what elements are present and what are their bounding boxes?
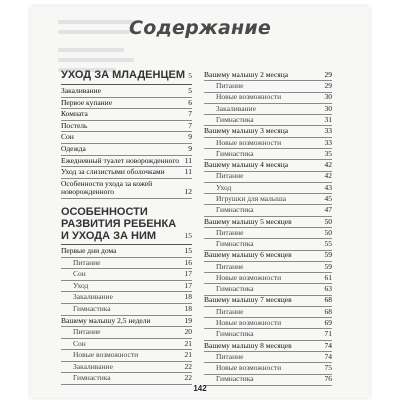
toc-entry-page: 11 xyxy=(184,155,192,165)
toc-subentry[interactable] xyxy=(204,318,332,329)
toc-entry-page: 21 xyxy=(184,338,192,348)
toc-entry[interactable] xyxy=(204,70,332,81)
toc-entry[interactable] xyxy=(204,160,332,171)
toc-subentry[interactable] xyxy=(204,262,332,273)
toc-entry[interactable] xyxy=(204,217,332,228)
toc-subentry[interactable] xyxy=(204,104,332,115)
toc-entry-label: Вашему малышу 2 месяца xyxy=(204,70,289,79)
toc-entry-page: 22 xyxy=(184,373,192,383)
toc-entry-label: Гимнастика xyxy=(216,285,254,294)
toc-entry-page: 31 xyxy=(324,114,332,124)
toc-subentry[interactable] xyxy=(61,304,192,316)
toc-subentry[interactable] xyxy=(204,93,332,104)
toc-subentry[interactable] xyxy=(61,269,192,281)
toc-entry[interactable] xyxy=(61,167,192,179)
toc-subentry[interactable] xyxy=(204,363,332,374)
toc-subentry[interactable] xyxy=(204,205,332,216)
toc-entry-page: 16 xyxy=(184,257,192,267)
toc-entry-page: 69 xyxy=(324,318,332,328)
toc-subentry[interactable] xyxy=(204,149,332,160)
toc-entry-page: 7 xyxy=(188,120,192,130)
toc-subentry[interactable] xyxy=(204,352,332,363)
toc-entry-page: 15 xyxy=(184,245,192,255)
toc-entry-label: Сон xyxy=(73,270,86,279)
toc-entry-label: Питание xyxy=(73,258,101,267)
toc-section-page: 5 xyxy=(188,71,192,80)
toc-entry[interactable] xyxy=(61,156,192,168)
toc-entry-label: Игрушки для малыша xyxy=(216,194,287,203)
toc-entry-label: Питание xyxy=(216,262,244,271)
toc-entry-label: Новые возможности xyxy=(216,273,282,282)
toc-entry-label: Гимнастика xyxy=(216,375,254,384)
toc-entry-page: 11 xyxy=(184,167,192,177)
toc-entry-label: Закаливание xyxy=(216,104,256,113)
toc-entry[interactable] xyxy=(61,121,192,133)
toc-entry-page: 20 xyxy=(184,327,192,337)
toc-entry-label: Одежда xyxy=(61,144,86,153)
toc-entry-label: Новые возможности xyxy=(216,364,282,373)
toc-entry[interactable] xyxy=(61,98,192,110)
toc-entry-label: Гимнастика xyxy=(216,149,254,158)
toc-entry-page: 7 xyxy=(188,109,192,119)
toc-entry-page: 35 xyxy=(324,148,332,158)
toc-subentry[interactable] xyxy=(204,138,332,149)
toc-entry-page: 45 xyxy=(324,193,332,203)
toc-entry-page: 33 xyxy=(324,126,332,136)
toc-entry-page: 61 xyxy=(324,272,332,282)
toc-entry-label: Вашему малышу 5 месяцев xyxy=(204,217,292,226)
toc-entry-label: Вашему малышу 7 месяцев xyxy=(204,296,292,305)
toc-entry-page: 75 xyxy=(324,363,332,373)
toc-entry-label: Питание xyxy=(216,82,244,91)
toc-subentry[interactable] xyxy=(61,362,192,374)
toc-entry-label: Сон xyxy=(73,339,86,348)
toc-entry-page: 17 xyxy=(184,269,192,279)
toc-entry-page: 63 xyxy=(324,284,332,294)
toc-entry-label: Питание xyxy=(73,328,101,337)
toc-subentry[interactable] xyxy=(204,115,332,126)
toc-entry-label: Закаливание xyxy=(73,362,113,371)
toc-entry-label: Ежедневный туалет новорожденного xyxy=(61,156,180,165)
toc-entry-page: 18 xyxy=(184,303,192,313)
toc-entry-page: 59 xyxy=(324,250,332,260)
page-number: 142 xyxy=(193,384,207,393)
toc-entry[interactable] xyxy=(61,109,192,121)
toc-entry[interactable] xyxy=(61,179,192,199)
toc-entry-page: 50 xyxy=(324,227,332,237)
toc-entry-label: Закаливание xyxy=(73,293,113,302)
toc-entry-label: Питание xyxy=(216,172,244,181)
toc-entry[interactable] xyxy=(204,296,332,307)
toc-section-page: 15 xyxy=(184,230,192,240)
toc-entry-label: Уход xyxy=(216,183,232,192)
toc-entry[interactable] xyxy=(61,144,192,156)
toc-entry[interactable] xyxy=(204,251,332,262)
toc-entry-label: Вашему малышу 3 месяца xyxy=(204,127,289,136)
toc-entry-label: Питание xyxy=(216,228,244,237)
toc-entry-page: 29 xyxy=(324,81,332,91)
toc-entry-label: Питание xyxy=(216,307,244,316)
toc-entry-page: 74 xyxy=(324,351,332,361)
toc-entry[interactable] xyxy=(204,341,332,352)
toc-entry-page: 33 xyxy=(324,137,332,147)
toc-entry-label: Особенности ухода за кожей новорожденного xyxy=(61,179,153,197)
toc-entry-page: 59 xyxy=(324,261,332,271)
toc-subentry[interactable] xyxy=(204,194,332,205)
toc-entry-page: 74 xyxy=(324,340,332,350)
toc-entry-page: 29 xyxy=(324,69,332,79)
book-page xyxy=(30,6,370,398)
toc-entry-page: 9 xyxy=(188,132,192,142)
toc-entry-page: 6 xyxy=(188,97,192,107)
toc-entry-label: Гимнастика xyxy=(73,374,111,383)
toc-entry-page: 42 xyxy=(324,160,332,170)
toc-entry-label: Постель xyxy=(61,121,88,130)
toc-entry-page: 47 xyxy=(324,205,332,215)
toc-entry-page: 68 xyxy=(324,295,332,305)
toc-entry-page: 43 xyxy=(324,182,332,192)
toc-subentry[interactable] xyxy=(61,281,192,293)
toc-section-heading[interactable] xyxy=(61,205,192,245)
toc-entry-label: Уход xyxy=(73,281,89,290)
toc-entry-label: Закаливание xyxy=(61,87,101,95)
toc-entry-label: Новые возможности xyxy=(216,93,282,102)
toc-entry-label: Вашему малышу 4 месяца xyxy=(204,161,289,170)
toc-subentry[interactable] xyxy=(204,228,332,239)
toc-entry-page: 50 xyxy=(324,216,332,226)
toc-entry-label: Вашему малышу 6 месяцев xyxy=(204,251,292,260)
toc-entry[interactable] xyxy=(61,316,192,328)
toc-entry-page: 68 xyxy=(324,306,332,316)
toc-subentry[interactable] xyxy=(61,350,192,362)
toc-subentry[interactable] xyxy=(61,339,192,351)
toc-entry[interactable] xyxy=(61,132,192,144)
toc-subentry[interactable] xyxy=(204,183,332,194)
toc-subentry[interactable] xyxy=(204,172,332,183)
toc-entry-label: Новые возможности xyxy=(216,319,282,328)
toc-entry[interactable] xyxy=(204,126,332,137)
toc-section-heading[interactable] xyxy=(61,68,192,85)
toc-entry-page: 18 xyxy=(184,292,192,302)
toc-entry-page: 30 xyxy=(324,92,332,102)
page-title: Содержание xyxy=(129,17,271,39)
toc-entry-page: 42 xyxy=(324,171,332,181)
toc-entry-label: Сон xyxy=(61,133,74,142)
toc-entry-page: 55 xyxy=(324,239,332,249)
toc-section-title: УХОД ЗА МЛАДЕНЦЕМ xyxy=(61,69,185,81)
toc-entry-label: Питание xyxy=(216,352,244,361)
toc-entry-page: 9 xyxy=(188,143,192,153)
toc-subentry[interactable] xyxy=(204,239,332,250)
toc-entry-page: 30 xyxy=(324,103,332,113)
toc-left-column xyxy=(61,68,192,385)
toc-entry-label: Уход за слизистыми оболочками xyxy=(61,168,165,177)
toc-subentry[interactable] xyxy=(61,258,192,270)
toc-entry-page: 5 xyxy=(188,86,192,95)
toc-subentry[interactable] xyxy=(61,327,192,339)
toc-entry-page: 71 xyxy=(324,329,332,339)
toc-entry-page: 22 xyxy=(184,361,192,371)
toc-entry-page: 12 xyxy=(184,187,192,197)
toc-section-title: ОСОБЕННОСТИ РАЗВИТИЯ РЕБЕНКА И УХОДА ЗА НИМ xyxy=(61,205,177,242)
toc-entry-label: Новые возможности xyxy=(216,138,282,147)
toc-entry-label: Вашему малышу 2,5 недели xyxy=(61,316,151,325)
toc-entry-label: Гимнастика xyxy=(216,115,254,124)
toc-subentry[interactable] xyxy=(204,329,332,340)
toc-entry-page: 21 xyxy=(184,350,192,360)
toc-entry-label: Первое купание xyxy=(61,98,113,107)
toc-subentry[interactable] xyxy=(61,292,192,304)
toc-entry-label: Гимнастика xyxy=(216,206,254,215)
toc-entry-label: Гимнастика xyxy=(216,330,254,339)
toc-subentry[interactable] xyxy=(204,307,332,318)
toc-entry-label: Комната xyxy=(61,110,88,119)
toc-entry[interactable] xyxy=(61,246,192,258)
toc-entry-label: Новые возможности xyxy=(73,351,139,360)
toc-entry-label: Вашему малышу 8 месяцев xyxy=(204,341,292,350)
toc-subentry[interactable] xyxy=(204,81,332,92)
toc-entry-label: Гимнастика xyxy=(216,240,254,249)
toc-right-column xyxy=(204,70,332,386)
toc-subentry[interactable] xyxy=(204,273,332,284)
toc-entry-label: Гимнастика xyxy=(73,304,111,313)
toc-entry[interactable] xyxy=(61,86,192,98)
toc-subentry[interactable] xyxy=(204,284,332,295)
toc-entry-label: Первые дни дома xyxy=(61,246,117,255)
toc-entry-page: 76 xyxy=(324,374,332,384)
toc-entry-page: 19 xyxy=(184,315,192,325)
toc-entry-page: 17 xyxy=(184,280,192,290)
